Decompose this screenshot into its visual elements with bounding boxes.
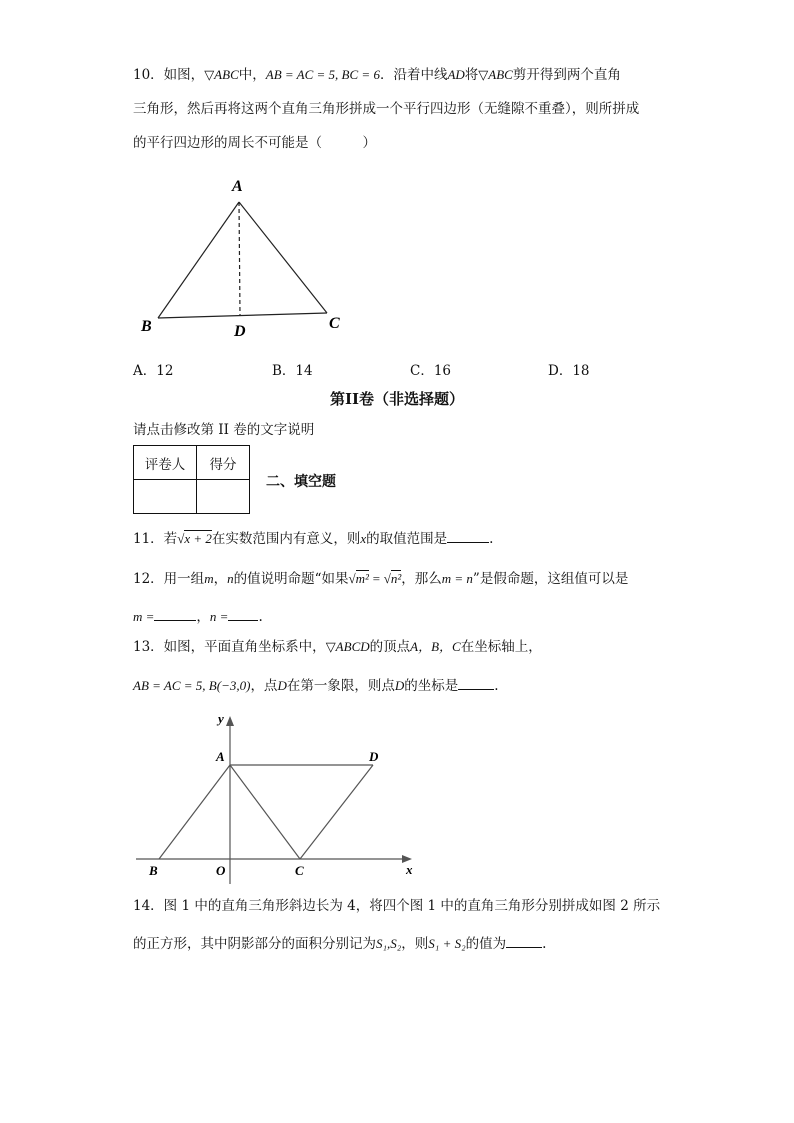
segment-ba <box>159 765 230 859</box>
header-score: 得分 <box>197 446 250 480</box>
label-b: B <box>141 318 152 335</box>
q12-line2: m = ，n = . <box>133 606 263 626</box>
q11: 11．若√x + 2在实数范围内有意义，则x的取值范围是 . <box>133 528 493 548</box>
grader-cell[interactable] <box>134 480 197 514</box>
q10-condition: AB = AC = 5, BC = 6 <box>265 67 380 82</box>
m-blank[interactable] <box>154 606 196 621</box>
edge-ac <box>239 202 327 313</box>
q14-line1: 14．图 1 中的直角三角形斜边长为 4，将四个图 1 中的直角三角形分别拼成如图 2 所示 <box>133 898 661 914</box>
part-heading: 二、填空题 <box>266 474 336 490</box>
segment-cd <box>300 765 373 859</box>
label-y: y <box>218 711 224 726</box>
label-b: B <box>149 863 158 878</box>
sqrt-n-squared: √n² <box>383 571 402 586</box>
q10-line1: 10．如图，▽ABC中，AB = AC = 5, BC = 6．沿着中线AD将▽ABC剪开得到两个直角 <box>133 67 621 83</box>
q13-condition: AB = AC = 5, B(−3,0) <box>133 678 251 693</box>
answer-blank[interactable] <box>447 528 489 543</box>
option-d: D．18 <box>548 363 590 379</box>
score-table <box>133 445 250 514</box>
edge-bc <box>158 313 327 318</box>
label-o: O <box>216 863 226 878</box>
section-note[interactable]: 请点击修改第 II 卷的文字说明 <box>133 422 315 438</box>
q13-line1: 13．如图，平面直角坐标系中，▽ABCD的顶点A，B，C在坐标轴上， <box>133 639 542 655</box>
label-d: D <box>369 749 379 764</box>
header-grader: 评卷人 <box>134 446 197 480</box>
q10-line3: 的平行四边形的周长不可能是（ ） <box>133 135 376 151</box>
label-x: x <box>406 862 413 877</box>
sqrt-x-plus-2: √x + 2 <box>177 531 212 546</box>
label-d: D <box>234 323 246 340</box>
option-b: B．14 <box>272 363 313 379</box>
n-blank[interactable] <box>228 606 258 621</box>
option-a: A．12 <box>133 363 174 379</box>
q13-coordinate-figure <box>130 708 430 888</box>
q12-line1: 12．用一组m，n的值说明命题“如果√m² = √n²，那么m = n”是假命题，这组值可以是 <box>133 571 629 587</box>
option-c: C．16 <box>410 363 452 379</box>
triangle-name: ▽ABC <box>204 67 239 82</box>
q13-line2: AB = AC = 5, B(−3,0)，点D在第一象限，则点D的坐标是 . <box>133 675 499 695</box>
sqrt-m-squared: √m² <box>348 571 369 586</box>
sum-blank[interactable] <box>506 933 542 948</box>
label-c: C <box>295 863 304 878</box>
label-a: A <box>232 178 243 195</box>
q10-line2: 三角形，然后再将这两个直角三角形拼成一个平行四边形（无缝隙不重叠），则所拼成 <box>133 101 640 117</box>
segment-ac <box>230 765 300 859</box>
edge-ab <box>158 202 239 318</box>
y-axis-arrow <box>226 716 234 726</box>
label-c: C <box>329 315 340 332</box>
label-a: A <box>216 749 225 764</box>
q14-line2: 的正方形，其中阴影部分的面积分别记为S₁,S₂，则S₁ + S₂的值为 . <box>133 933 546 953</box>
q10-triangle-figure <box>135 172 375 342</box>
score-cell[interactable] <box>197 480 250 514</box>
section-title: 第II卷（非选择题） <box>329 390 465 408</box>
coordinate-blank[interactable] <box>458 675 494 690</box>
median-ad <box>239 202 240 315</box>
